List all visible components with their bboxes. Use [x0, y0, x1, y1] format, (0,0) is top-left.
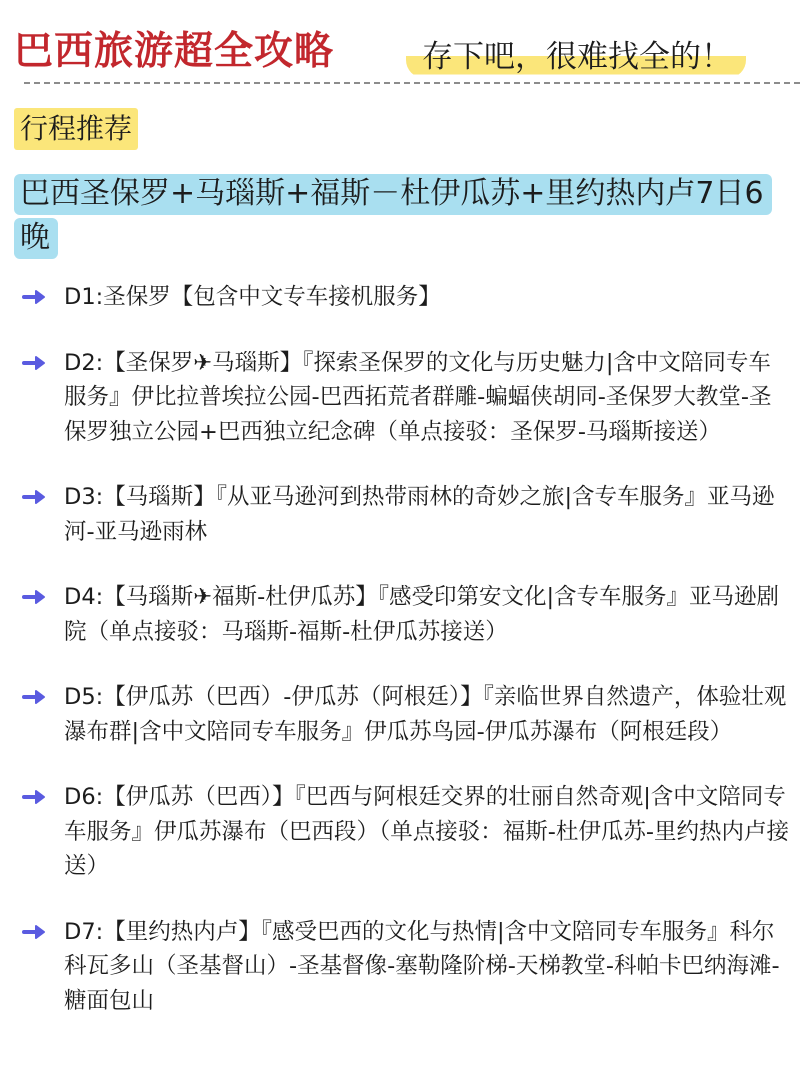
itinerary-day [22, 580, 792, 649]
header [14, 14, 800, 84]
section-label: 行程推荐 [14, 108, 138, 150]
itinerary-day [22, 346, 792, 450]
route-title-text: 巴西圣保罗+马瑙斯+福斯－杜伊瓜苏+里约热内卢7日6晚 [14, 174, 772, 259]
dashed-divider [24, 82, 800, 84]
itinerary-day-text: D3:【马瑙斯】『从亚马逊河到热带雨林的奇妙之旅|含专车服务』亚马逊河-亚马逊雨林 [64, 484, 775, 545]
itinerary-day-text: D5:【伊瓜苏（巴西）-伊瓜苏（阿根廷）】『亲临世界自然遗产，体验壮观瀑布群|含中文陪同专车服务』伊瓜苏鸟园-伊瓜苏瀑布（阿根廷段） [64, 684, 787, 745]
itinerary-day [22, 915, 792, 1019]
page-subtitle: 存下吧，很难找全的！ [406, 36, 746, 78]
itinerary-day [22, 280, 792, 315]
itinerary-day-text: D4:【马瑙斯✈福斯-杜伊瓜苏】『感受印第安文化|含专车服务』亚马逊剧院（单点接驳：马瑙斯-福斯-杜伊瓜苏接送） [64, 584, 780, 645]
itinerary-day-text: D1:圣保罗【包含中文专车接机服务】 [64, 284, 441, 310]
itinerary-day [22, 780, 792, 884]
route-title [14, 172, 784, 260]
itinerary-day-text: D2:【圣保罗✈马瑙斯】『探索圣保罗的文化与历史魅力|含中文陪同专车服务』伊比拉普埃拉公园-巴西拓荒者群雕-蝙蝠侠胡同-圣保罗大教堂-圣保罗独立公园+巴西独立纪念碑（单点接驳：圣保罗-马瑙斯接送） [64, 349, 772, 445]
itinerary-day-text: D6:【伊瓜苏（巴西）】『巴西与阿根廷交界的壮丽自然奇观|含中文陪同专车服务』伊瓜苏瀑布（巴西段）（单点接驳：福斯-杜伊瓜苏-里约热内卢接送） [64, 784, 789, 879]
itinerary-day [22, 480, 792, 549]
arrow-right-icon [22, 354, 50, 372]
itinerary-list [22, 280, 792, 1049]
page-title: 巴西旅游超全攻略 [14, 29, 335, 74]
arrow-right-icon [22, 688, 50, 706]
arrow-right-icon [22, 288, 50, 306]
itinerary-day-text: D7:【里约热内卢】『感受巴西的文化与热情|含中文陪同专车服务』科尔科瓦多山（圣基督山）-圣基督像-塞勒隆阶梯-天梯教堂-科帕卡巴纳海滩-糖面包山 [64, 918, 780, 1014]
arrow-right-icon [22, 488, 50, 506]
arrow-right-icon [22, 588, 50, 606]
arrow-right-icon [22, 923, 50, 941]
itinerary-day [22, 680, 792, 749]
arrow-right-icon [22, 788, 50, 806]
